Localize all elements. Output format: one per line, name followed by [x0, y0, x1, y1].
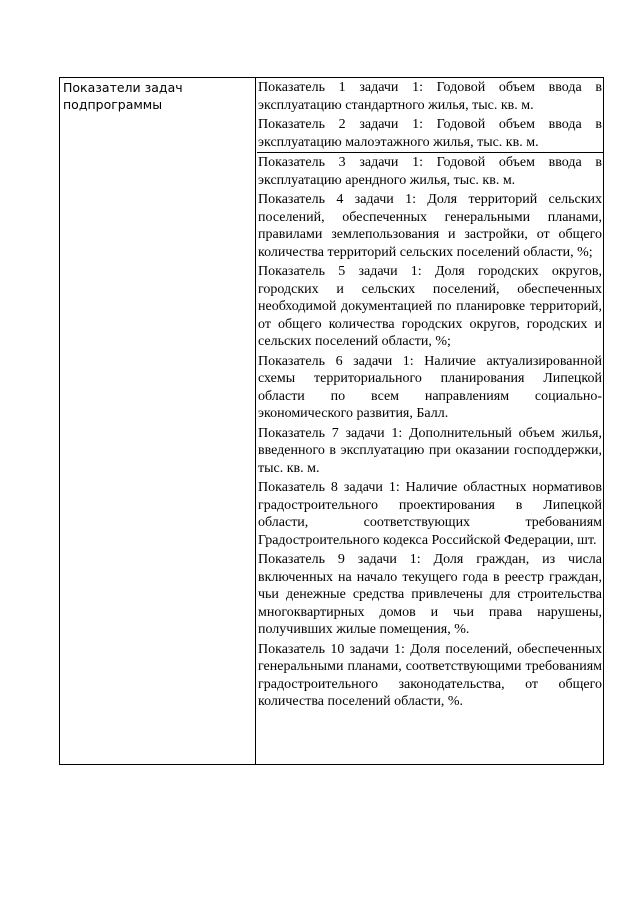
indicator-2: Показатель 2 задачи 1: Годовой объем ввода в эксплуатацию малоэтажного жилья, тыс. кв. м.	[258, 117, 602, 150]
left-header-label: Показатели задач подпрограммы	[63, 80, 183, 112]
indicator-10: Показатель 10 задачи 1: Доля поселений, обеспеченных генеральными планами, соответствующими требованиям градостроительного законодательства, от общего количества поселений области, %.	[258, 641, 602, 709]
indicator-3: Показатель 3 задачи 1: Годовой объем ввода в эксплуатацию арендного жилья, тыс. кв. м.	[258, 155, 602, 188]
indicator-8: Показатель 8 задачи 1: Наличие областных нормативов градостроительного проектирования в Липецкой области, соответствующих требованиям Градостроительного кодекса Российской Федерации, шт.	[258, 480, 602, 548]
table-header-cell	[60, 78, 256, 764]
indicators-table	[59, 77, 604, 765]
indicators-cell	[257, 78, 603, 711]
indicators-block-top	[257, 78, 603, 153]
indicator-7: Показатель 7 задачи 1: Дополнительный объем жилья, введенного в эксплуатацию при оказании господдержки, тыс. кв. м.	[258, 425, 602, 476]
indicator-6: Показатель 6 задачи 1: Наличие актуализированной схемы территориального планирования Липецкой области по всем направлениям социально-экономического развития, Балл.	[258, 353, 602, 421]
indicator-9: Показатель 9 задачи 1: Доля граждан, из числа включенных на начало текущего года в реестр граждан, чьи денежные средства привлечены для строительства многоквартирных домов и чьи права нарушены, получивших жилые помещения, %.	[258, 552, 602, 637]
indicator-4: Показатель 4 задачи 1: Доля территорий сельских поселений, обеспеченных генеральными планами, правилами землепользования и застройки, от общего количества территорий сельских поселений области, %;	[258, 192, 602, 260]
indicators-block-rest	[257, 153, 603, 711]
indicator-5: Показатель 5 задачи 1: Доля городских округов, городских и сельских поселений, обеспеченных необходимой документацией по планировке территорий, от общего количества городских округов, городских и сельских поселений области, %;	[258, 264, 602, 349]
indicator-1: Показатель 1 задачи 1: Годовой объем ввода в эксплуатацию стандартного жилья, тыс. кв. м.	[258, 80, 602, 113]
